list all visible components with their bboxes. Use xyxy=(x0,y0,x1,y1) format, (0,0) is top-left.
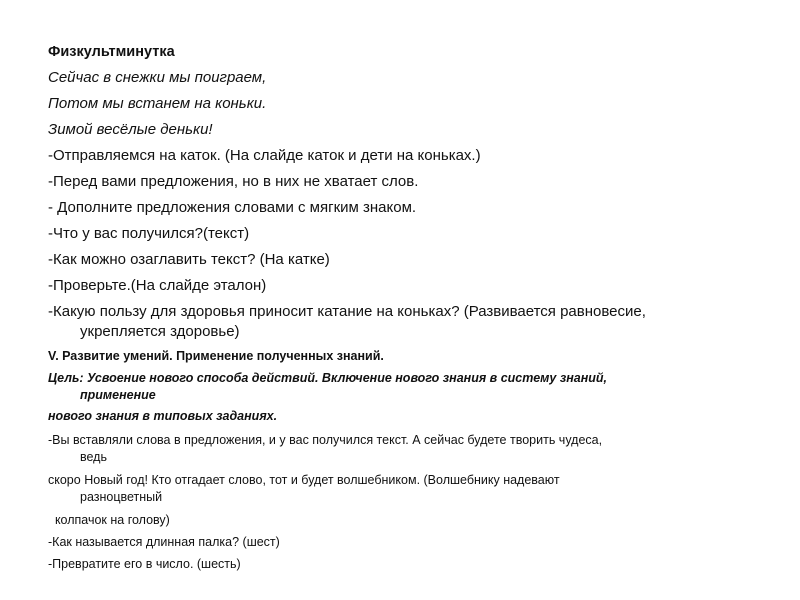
text-line: -Перед вами предложения, но в них не хватает слов. xyxy=(48,173,419,190)
text-line: колпачок на голову) xyxy=(48,513,170,527)
goal-line: нового знания в типовых заданиях. xyxy=(48,409,278,423)
text-line: скоро Новый год! Кто отгадает слово, тот и будет волшебником. (Волшебнику надевают xyxy=(48,473,560,487)
text-line: -Вы вставляли слова в предложения, и у вас получился текст. А сейчас будете творить чудеса, xyxy=(48,433,603,447)
heading-fizkultminutka: Физкультминутка xyxy=(48,44,175,60)
text-line-continuation: разноцветный xyxy=(80,490,163,504)
poem-line: Зимой весёлые деньки! xyxy=(48,121,213,138)
text-line: - Дополните предложения словами с мягким знаком. xyxy=(48,199,417,216)
goal-line-continuation: применение xyxy=(80,388,156,402)
poem-line: Потом мы встанем на коньки. xyxy=(48,95,267,112)
text-line: -Превратите его в число. (шесть) xyxy=(48,557,241,571)
poem-line: Сейчас в снежки мы поиграем, xyxy=(48,69,267,86)
text-line-continuation: ведь xyxy=(80,450,107,464)
section-heading: V. Развитие умений. Применение полученных знаний. xyxy=(48,349,384,363)
text-line-continuation: укрепляется здоровье) xyxy=(80,323,240,340)
text-line: -Как можно озаглавить текст? (На катке) xyxy=(48,251,330,268)
goal-line: Цель: Усвоение нового способа действий. Включение нового знания в систему знаний, xyxy=(48,371,607,385)
text-line: -Какую пользу для здоровья приносит катание на коньках? (Развивается равновесие, xyxy=(48,303,646,320)
text-line: -Как называется длинная палка? (шест) xyxy=(48,535,280,549)
text-line: -Что у вас получился?(текст) xyxy=(48,225,250,242)
text-line: -Отправляемся на каток. (На слайде каток и дети на коньках.) xyxy=(48,147,481,164)
text-line: -Проверьте.(На слайде эталон) xyxy=(48,277,267,294)
